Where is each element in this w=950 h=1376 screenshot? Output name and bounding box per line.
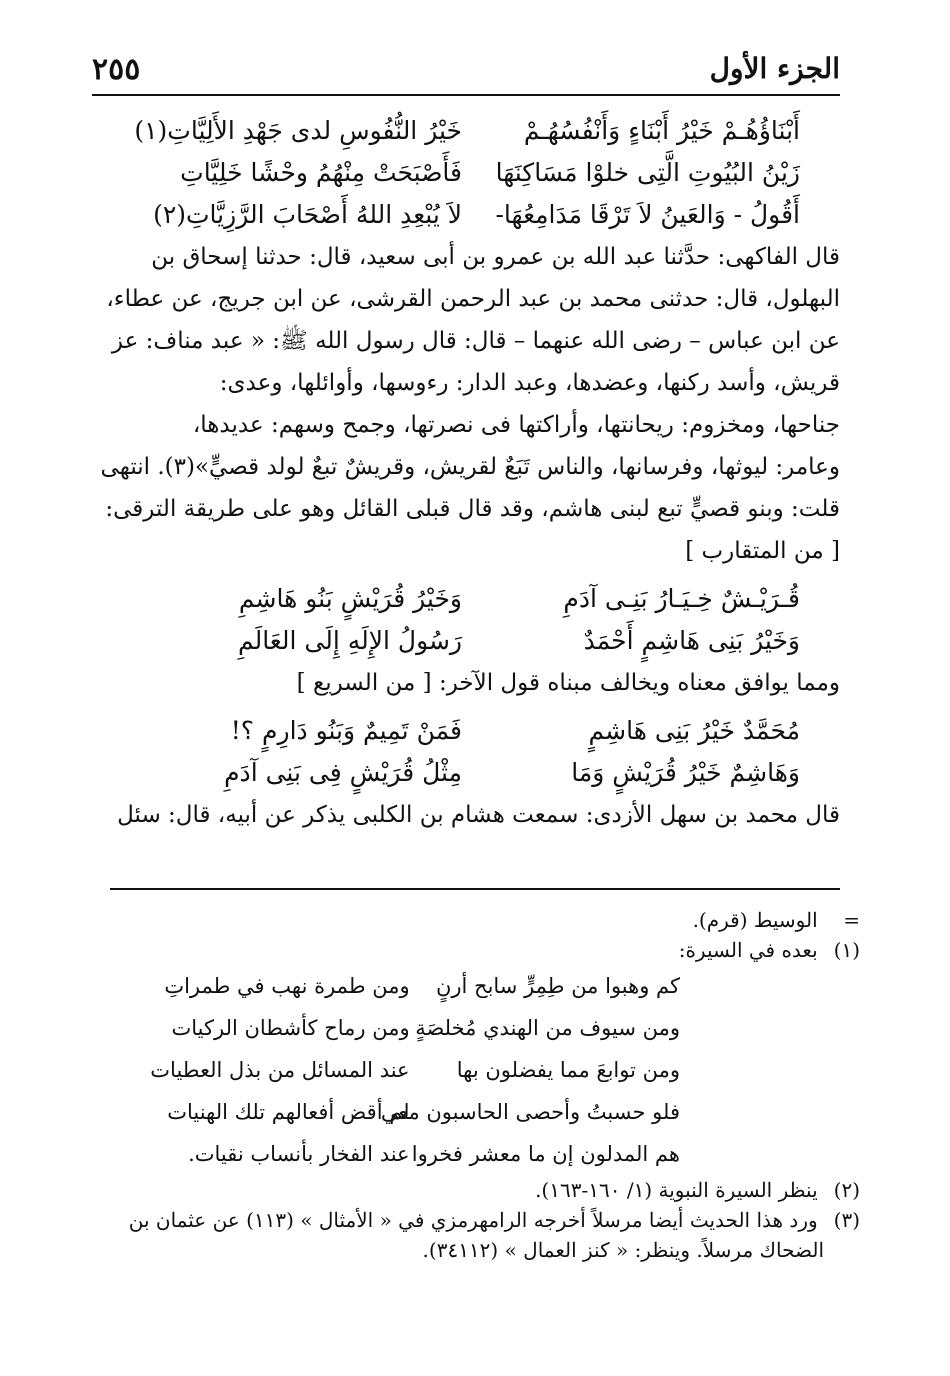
footnote-marker: (٢) (833, 1178, 860, 1202)
prose-paragraph (90, 236, 840, 572)
prose-line: وعامر: ليوثها، وفرسانها، والناس تَبَعٌ لقريش، وقريشٌ تبعٌ لولد قصيٍّ»(٣). انتهى (100, 454, 840, 480)
page-header (92, 46, 840, 96)
footnote-1 (90, 935, 860, 965)
verse-first-hemistich: مُحَمَّدٌ خَيْرُ بَنِى هَاشِمٍ (588, 716, 800, 745)
verse-second-hemistich: خَيْرُ النُّفُوسِ لدى جَهْدِ الأَلِيَّاتِ(١) (134, 116, 462, 145)
verse-line (90, 152, 840, 194)
prose-line: قريش، وأسد ركنها، وعضدها، وعبد الدار: رءوسها، وأوائلها، وعدى: (219, 370, 840, 396)
verse-first-hemistich: ومن توابعَ مما يفضلون بها (456, 1058, 680, 1082)
prose-line: ومما يوافق معناه ويخالف مبناه قول الآخر: [ من السريع ] (296, 670, 840, 696)
prose-line: جناحها، ومخزوم: ريحانتها، وأراكتها فى نصرتها، وجمح وسهم: عديدها، (192, 412, 840, 438)
main-text (90, 110, 840, 836)
prose-line: البهلول، قال: حدثنى محمد بن عبد الرحمن القرشى، عن ابن جريج، عن عطاء، (106, 286, 840, 312)
verse-first-hemistich: أَبْنَاؤُهُـمْ خَيْرُ أَبْنَاءٍ وَأَنْفُسُهُـمْ (523, 116, 800, 145)
verse-second-hemistich: عند الفخار بأنساب نقيات. (188, 1142, 410, 1166)
verse-line (90, 710, 840, 752)
verse-second-hemistich: وَخَيْرُ قُرَيْشٍ بَنُو هَاشِمِ (238, 584, 462, 613)
prose-line: قال الفاكهى: حدَّثنا عبد الله بن عمرو بن أبى سعيد، قال: حدثنا إسحاق بن (151, 244, 840, 270)
footnote-2 (90, 1175, 860, 1205)
verse-second-hemistich: لم أقض أفعالهم تلك الهنيات (167, 1100, 410, 1124)
running-title: الجزء الأول (709, 52, 840, 85)
verse-second-hemistich: لاَ يُبْعِدِ اللهُ أَصْحَابَ الرَّزِيَّاتِ(٢) (153, 200, 462, 229)
verse-first-hemistich: كم وهبوا من طِمِرٍّ سابح أرنٍ (435, 974, 680, 998)
footnote-divider (110, 888, 840, 890)
verse-first-hemistich: قُـرَيْـشٌ خِـيَـارُ بَنِـى آدَمِ (563, 584, 800, 613)
footnote-text: ورد هذا الحديث أيضا مرسلاً أخرجه الرامهرمزي في « الأمثال » (١١٣) عن عثمان بن (128, 1208, 818, 1232)
verse-line (90, 110, 840, 152)
verse-first-hemistich: هم المدلون إن ما معشر فخروا (411, 1142, 680, 1166)
verse-first-hemistich: وَهَاشِمٌ خَيْرُ قُرَيْشٍ وَمَا (571, 758, 800, 787)
verse-second-hemistich: فَأَصْبَحَتْ مِنْهُمُ وحْشًا خَلِيَّاتِ (180, 158, 462, 187)
footnotes (90, 905, 860, 1265)
footnote-marker: (٣) (833, 1208, 860, 1232)
verse-second-hemistich: مِثْلُ قُرَيْشٍ فِى بَنِى آدَمِ (224, 758, 462, 787)
meter-label: [ من المتقارب ] (685, 538, 840, 564)
footnote-text: الوسيط (قرم). (692, 908, 818, 932)
footnote-3-continued (90, 1235, 860, 1265)
footnote-verse-line (90, 965, 860, 1007)
prose-line: عن ابن عباس – رضى الله عنهما – قال: قال رسول الله ﷺ: « عبد مناف: عز (111, 328, 840, 354)
verse-first-hemistich: ومن سيوف من الهندي مُخلصَةٍ (415, 1016, 680, 1040)
footnote-continuation (90, 905, 860, 935)
footnote-verse-line (90, 1133, 860, 1175)
footnote-text: الضحاك مرسلاً. وينظر: « كنز العمال » (٣٤١١٢). (422, 1238, 824, 1262)
verse-first-hemistich: وَخَيْرُ بَنِى هَاشِمٍ أَحْمَدٌ (583, 626, 800, 655)
page-number: ٢٥٥ (92, 52, 141, 87)
verse-line (90, 578, 840, 620)
verse-first-hemistich: أَقُولُ - وَالعَينُ لاَ تَرْقَا مَدَامِعُهَا- (495, 200, 800, 229)
verse-second-hemistich: ومن طمرة نهب في طمراتِ (164, 974, 410, 998)
verse-second-hemistich: ومن رماح كأشطان الركيات (171, 1016, 410, 1040)
verse-second-hemistich: رَسُولُ الإِلَهِ إِلَى العَالَمِ (237, 626, 462, 655)
footnote-text: ينظر السيرة النبوية (١/ ١٦٠-١٦٣). (535, 1178, 818, 1202)
verse-first-hemistich: فلو حسبتُ وأحصى الحاسبون معي (380, 1100, 680, 1124)
verse-line (90, 194, 840, 236)
verse-second-hemistich: فَمَنْ تَمِيمٌ وَبَنُو دَارِمٍ ؟! (230, 716, 462, 745)
verse-line (90, 752, 840, 794)
footnote-verse-line (90, 1091, 860, 1133)
footnote-verse-line (90, 1007, 860, 1049)
prose-line: قال محمد بن سهل الأزدى: سمعت هشام بن الكلبى يذكر عن أبيه، قال: سئل (117, 802, 840, 828)
footnote-marker: = (843, 908, 860, 932)
verse-second-hemistich: عند المسائل من بذل العطيات (150, 1058, 410, 1082)
verse-first-hemistich: زَيْنُ البُيُوتِ الَّتِى خلوْا مَسَاكِنَهَا (495, 158, 800, 187)
footnote-text: بعده في السيرة: (678, 938, 818, 962)
prose-line: قلت: وبنو قصيٍّ تبع لبنى هاشم، وقد قال قبلى القائل وهو على طريقة الترقى: (105, 496, 840, 522)
verse-line (90, 620, 840, 662)
footnote-3 (90, 1205, 860, 1235)
footnote-verse-line (90, 1049, 860, 1091)
footnote-marker: (١) (833, 938, 860, 962)
